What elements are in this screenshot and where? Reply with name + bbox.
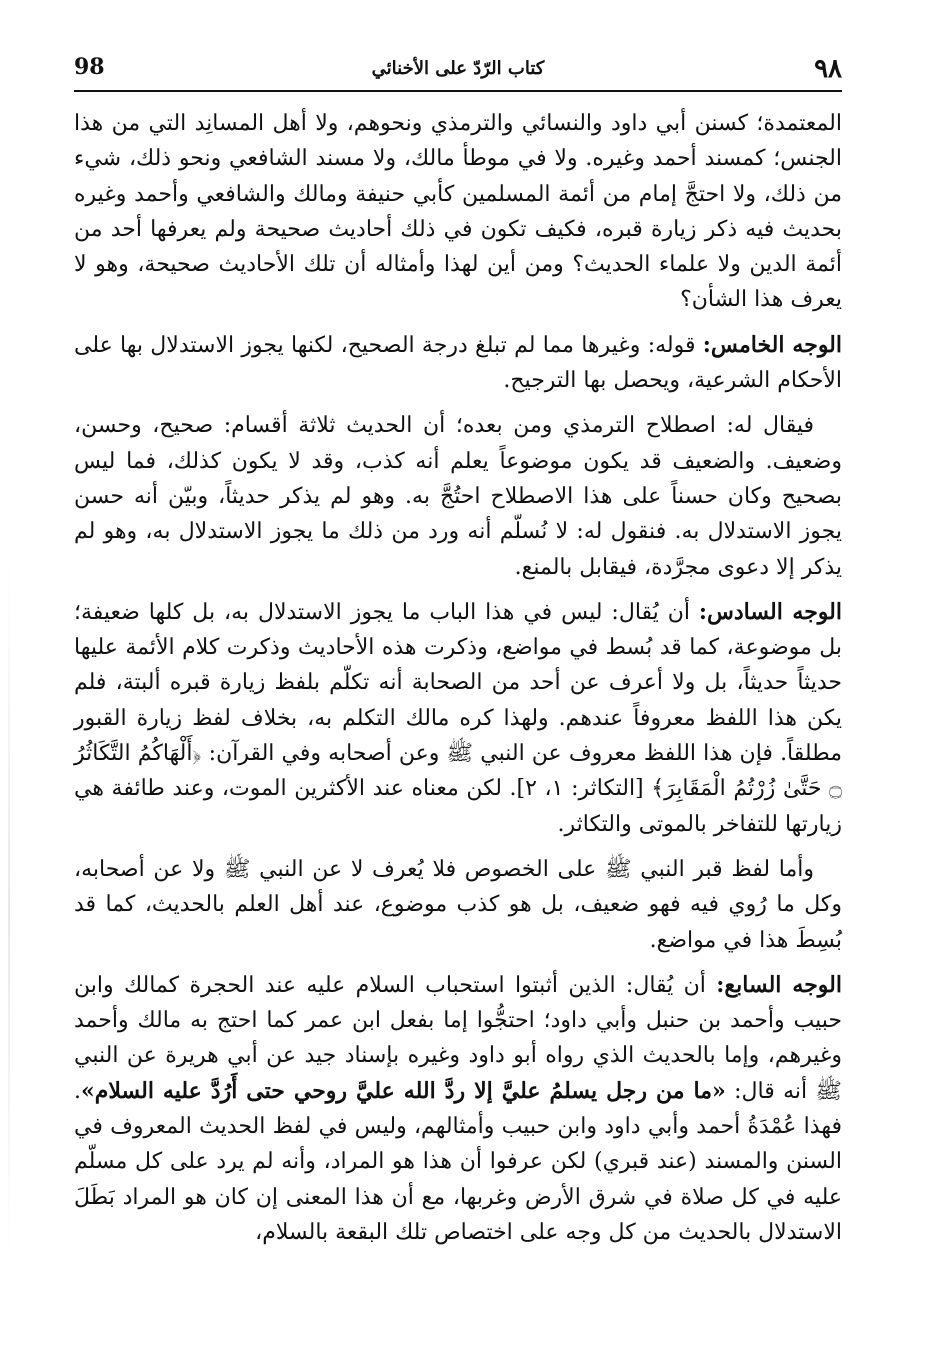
paragraph-text-continued: . فهذا عُمْدَةُ أحمد وأبي داود وابن حبيب وأمثالهم، وليس في لفظ الحديث المعروف في السنن والمسند (عند قبري) لكن عرفوا أن هذا هو المراد، وأنه لم يرد على كل مسلّم عليه في كل صلاة في شرق الأرض وغربها، مع أن هذا المعنى إن كان هو المراد بَطَلَ الاستدلال بالحديث من كل وجه على اختصاص تلك البقعة بالسلام، — [74, 1078, 842, 1245]
section-heading: الوجه السادس: — [698, 598, 842, 625]
paragraph-text: وأما لفظ قبر النبي ﷺ على الخصوص فلا يُعرف لا عن النبي ﷺ ولا عن أصحابه، وكل ما رُوي فيه فهو ضعيف، بل هو كذب موضوع، عند أهل العلم بالحديث، كما قد بُسِطَ هذا في مواضع. — [74, 856, 842, 953]
paragraph-4 — [74, 595, 842, 842]
paragraph-text: أن يُقال: ليس في هذا الباب ما يجوز الاستدلال به، بل كلها ضعيفة؛ بل موضوعة، كما قد بُسط في مواضع، وذكرت هذه الأحاديث وذكرت كلام الأئمة عليها حديثاً حديثاً، بل ولا أعرف عن أحد من الصحابة أنه تكلّم بلفظ زيارة قبره ألبتة، فلم يكن هذا اللفظ معروفاً عندهم. ولهذا كره مالك التكلم به، بخلاف لفظ زيارة القبور مطلقاً. فإن هذا اللفظ معروف عن النبي ﷺ وعن أصحابه وفي القرآن: — [74, 599, 843, 767]
section-heading: الوجه السابع: — [716, 971, 842, 998]
paragraph-text-continued: [التكاثر: ١، ٢]. لكن معناه عند الأكثرين الموت، وعند طائفة هي زيارتها للتفاخر بالموتى والتكاثر. — [74, 776, 842, 837]
paragraph-3 — [74, 408, 842, 584]
scan-edge-shadow — [8, 560, 10, 1260]
page-header — [74, 50, 842, 92]
book-title: كتاب الرّدّ على الأخنائي — [371, 58, 545, 79]
page-body — [74, 106, 842, 1250]
page-number-arabic: ٩٨ — [814, 54, 842, 84]
paragraph-1 — [74, 106, 842, 318]
page-number-latin: 98 — [74, 54, 105, 80]
paragraph-5 — [74, 852, 842, 958]
book-page — [74, 50, 842, 1350]
paragraph-text: فيقال له: اصطلاح الترمذي ومن بعده؛ أن الحديث ثلاثة أقسام: صحيح، وحسن، وضعيف. والضعيف قد يكون موضوعاً يعلم أنه كذب، وقد لا يكون كذلك، فما ليس بصحيح وكان حسناً على هذا الاصطلاح احتُجَّ به. وهو لم يذكر حديثاً، وبيّن أنه حسن يجوز الاستدلال به. فنقول له: لا نُسلّم أنه ورد من ذلك ما يجوز الاستدلال به، وهو لم يذكر إلا دعوى مجرَّدة، فيقابل بالمنع. — [74, 413, 842, 580]
paragraph-6 — [74, 968, 842, 1250]
hadith-quote: «ما من رجل يسلمُ عليَّ إلا ردَّ الله عليَّ روحي حتى أَرُدَّ عليه السلام» — [81, 1077, 726, 1104]
section-heading: الوجه الخامس: — [702, 331, 842, 358]
paragraph-text: قوله: وغيرها مما لم تبلغ درجة الصحيح، لكنها يجوز الاستدلال بها على الأحكام الشرعية، ويحصل بها الترجيح. — [74, 332, 842, 394]
paragraph-2 — [74, 328, 842, 399]
quran-verse: ﴿أَلْهَاكُمُ التَّكَاثُرُ ۝ حَتَّىٰ زُرْتُمُ الْمَقَابِرَ﴾ — [74, 741, 843, 802]
paragraph-text: المعتمدة؛ كسنن أبي داود والنسائي والترمذي ونحوهم، ولا أهل المسانِد التي من هذا الجنس؛ كمسند أحمد وغيره. ولا في موطأ مالك، ولا مسند الشافعي ونحو ذلك، شيء من ذلك، ولا احتجَّ إمام من أئمة المسلمين كأبي حنيفة ومالك والشافعي وأحمد وغيره بحديث فيه ذكر زيارة قبره، فكيف تكون في ذلك أحاديث صحيحة ولم يعرفها أحد من أئمة الدين ولا علماء الحديث؟ ومن أين لهذا وأمثاله أن تلك الأحاديث صحيحة، وهو لا يعرف هذا الشأن؟ — [74, 111, 842, 313]
paragraph-text: أن يُقال: الذين أثبتوا استحباب السلام عليه عند الحجرة كمالك وابن حبيب وأحمد بن حنبل وأبي داود؛ احتجُّوا إما بفعل ابن عمر كما احتج به مالك وأحمد وغيرهم، وإما بالحديث الذي رواه أبو داود وغيره بإسناد جيد عن أبي هريرة عن النبي ﷺ أنه قال: — [74, 972, 843, 1104]
